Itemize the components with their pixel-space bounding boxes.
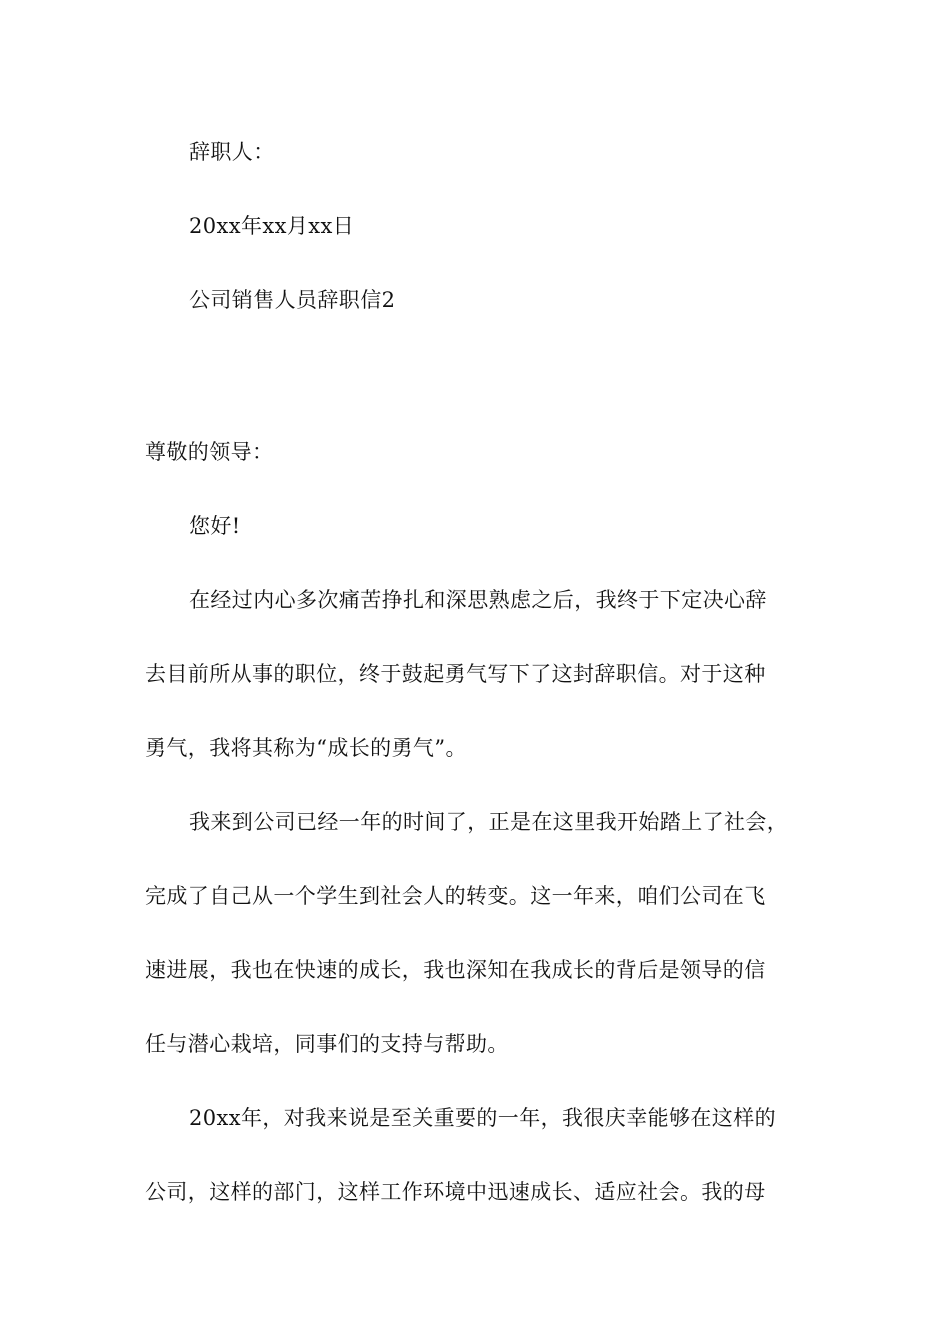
salutation: 尊敬的领导： [145,440,274,464]
paragraph-1-line-3: 勇气，我将其称为“成长的勇气”。 [145,736,467,760]
paragraph-1-line-1: 在经过内心多次痛苦挣扎和深思熟虑之后，我终于下定决心辞 [189,588,767,612]
paragraph-2-line-4: 任与潜心栽培，同事们的支持与帮助。 [145,1032,509,1056]
signature-label: 辞职人： [189,140,275,164]
paragraph-1-line-2: 去目前所从事的职位，终于鼓起勇气写下了这封辞职信。对于这种 [145,662,766,686]
greeting: 您好! [189,514,241,538]
section-title: 公司销售人员辞职信2 [189,288,396,312]
paragraph-3-line-2: 公司，这样的部门，这样工作环境中迅速成长、适应社会。我的母 [145,1180,766,1204]
paragraph-2-line-3: 速进展，我也在快速的成长，我也深知在我成长的背后是领导的信 [145,958,766,982]
paragraph-2-line-2: 完成了自己从一个学生到社会人的转变。这一年来，咱们公司在飞 [145,884,766,908]
date-line: 20xx年xx月xx日 [189,214,355,238]
paragraph-2-line-1: 我来到公司已经一年的时间了，正是在这里我开始踏上了社会， [189,810,789,834]
paragraph-3-line-1: 20xx年，对我来说是至关重要的一年，我很庆幸能够在这样的 [189,1106,777,1130]
